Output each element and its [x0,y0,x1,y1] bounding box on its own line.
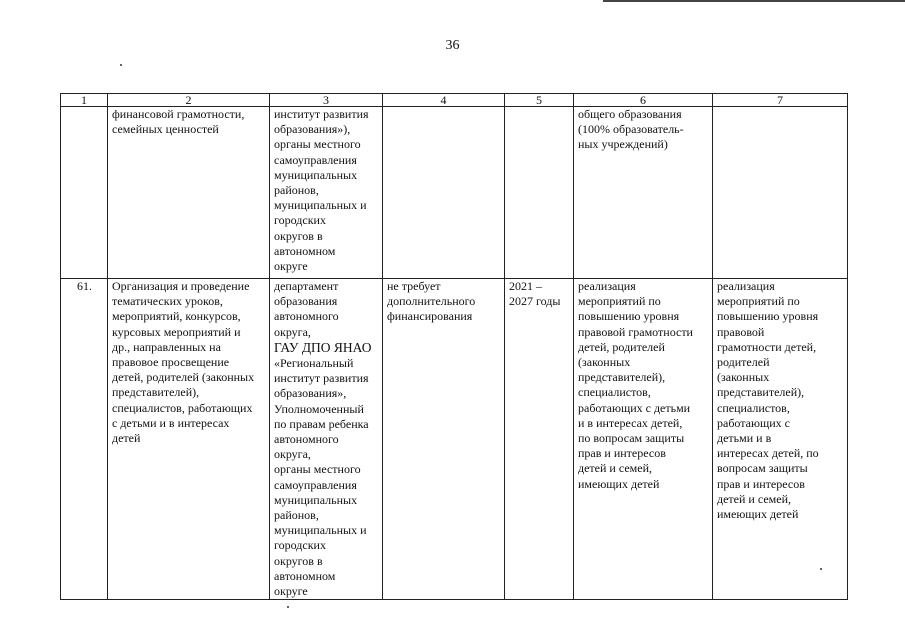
indicator-cell [713,107,848,279]
column-header: 2 [108,94,270,107]
event-cell: финансовой грамотности, семейных ценностей [108,107,270,279]
plan-table [60,93,848,600]
scan-speck [287,606,289,608]
scan-speck [120,64,122,66]
table-row [61,107,848,279]
column-header: 6 [574,94,713,107]
top-rule [603,0,905,2]
column-header: 5 [505,94,574,107]
row-number: 61. [61,279,108,600]
column-header: 4 [383,94,505,107]
row-number [61,107,108,279]
term-cell [505,107,574,279]
result-cell: общего образования (100% образователь- ных учреждений) [574,107,713,279]
column-header: 3 [270,94,383,107]
funding-cell [383,107,505,279]
executors-cell [270,107,383,279]
header-row [61,94,848,107]
indicator-cell: реализация мероприятий по повышению уровня правовой грамотности детей, родителей (законных представителей), специалистов, работающих с детьми и в интересах детей, по вопросам защиты прав и интересов детей и семей, имеющих детей [713,279,848,600]
funding-cell: не требует дополнительного финансирования [383,279,505,600]
term-cell: 2021 – 2027 годы [505,279,574,600]
result-cell: реализация мероприятий по повышению уровня правовой грамотности детей, родителей (законных представителей), специалистов, работающих с детьми и в интересах детей, по вопросам защиты прав и интересов детей и семей, имеющих детей [574,279,713,600]
event-cell: Организация и проведение тематических уроков, мероприятий, конкурсов, курсовых мероприятий и др., направленных на правовое просвещение детей, родителей (законных представителей), специалистов, работающих с детьми и в интересах детей [108,279,270,600]
column-header: 7 [713,94,848,107]
executors-text: институт развития образования»), органы местного самоуправления муниципальных районов, муниципальных и городских округов в автономном округе [274,107,369,274]
column-header: 1 [61,94,108,107]
executors-cell [270,279,383,600]
executors-emphasis: ГАУ ДПО ЯНАО [274,339,372,355]
page-number: 36 [445,38,460,53]
executors-text: департамент образования автономного округа, [274,279,339,339]
executors-text: «Региональный институт развития образования», Уполномоченный по правам ребенка автономного округа, органы местного самоуправления муниципальных районов, муниципальных и городских округов в автономном округе [274,356,369,599]
table-row [61,279,848,600]
